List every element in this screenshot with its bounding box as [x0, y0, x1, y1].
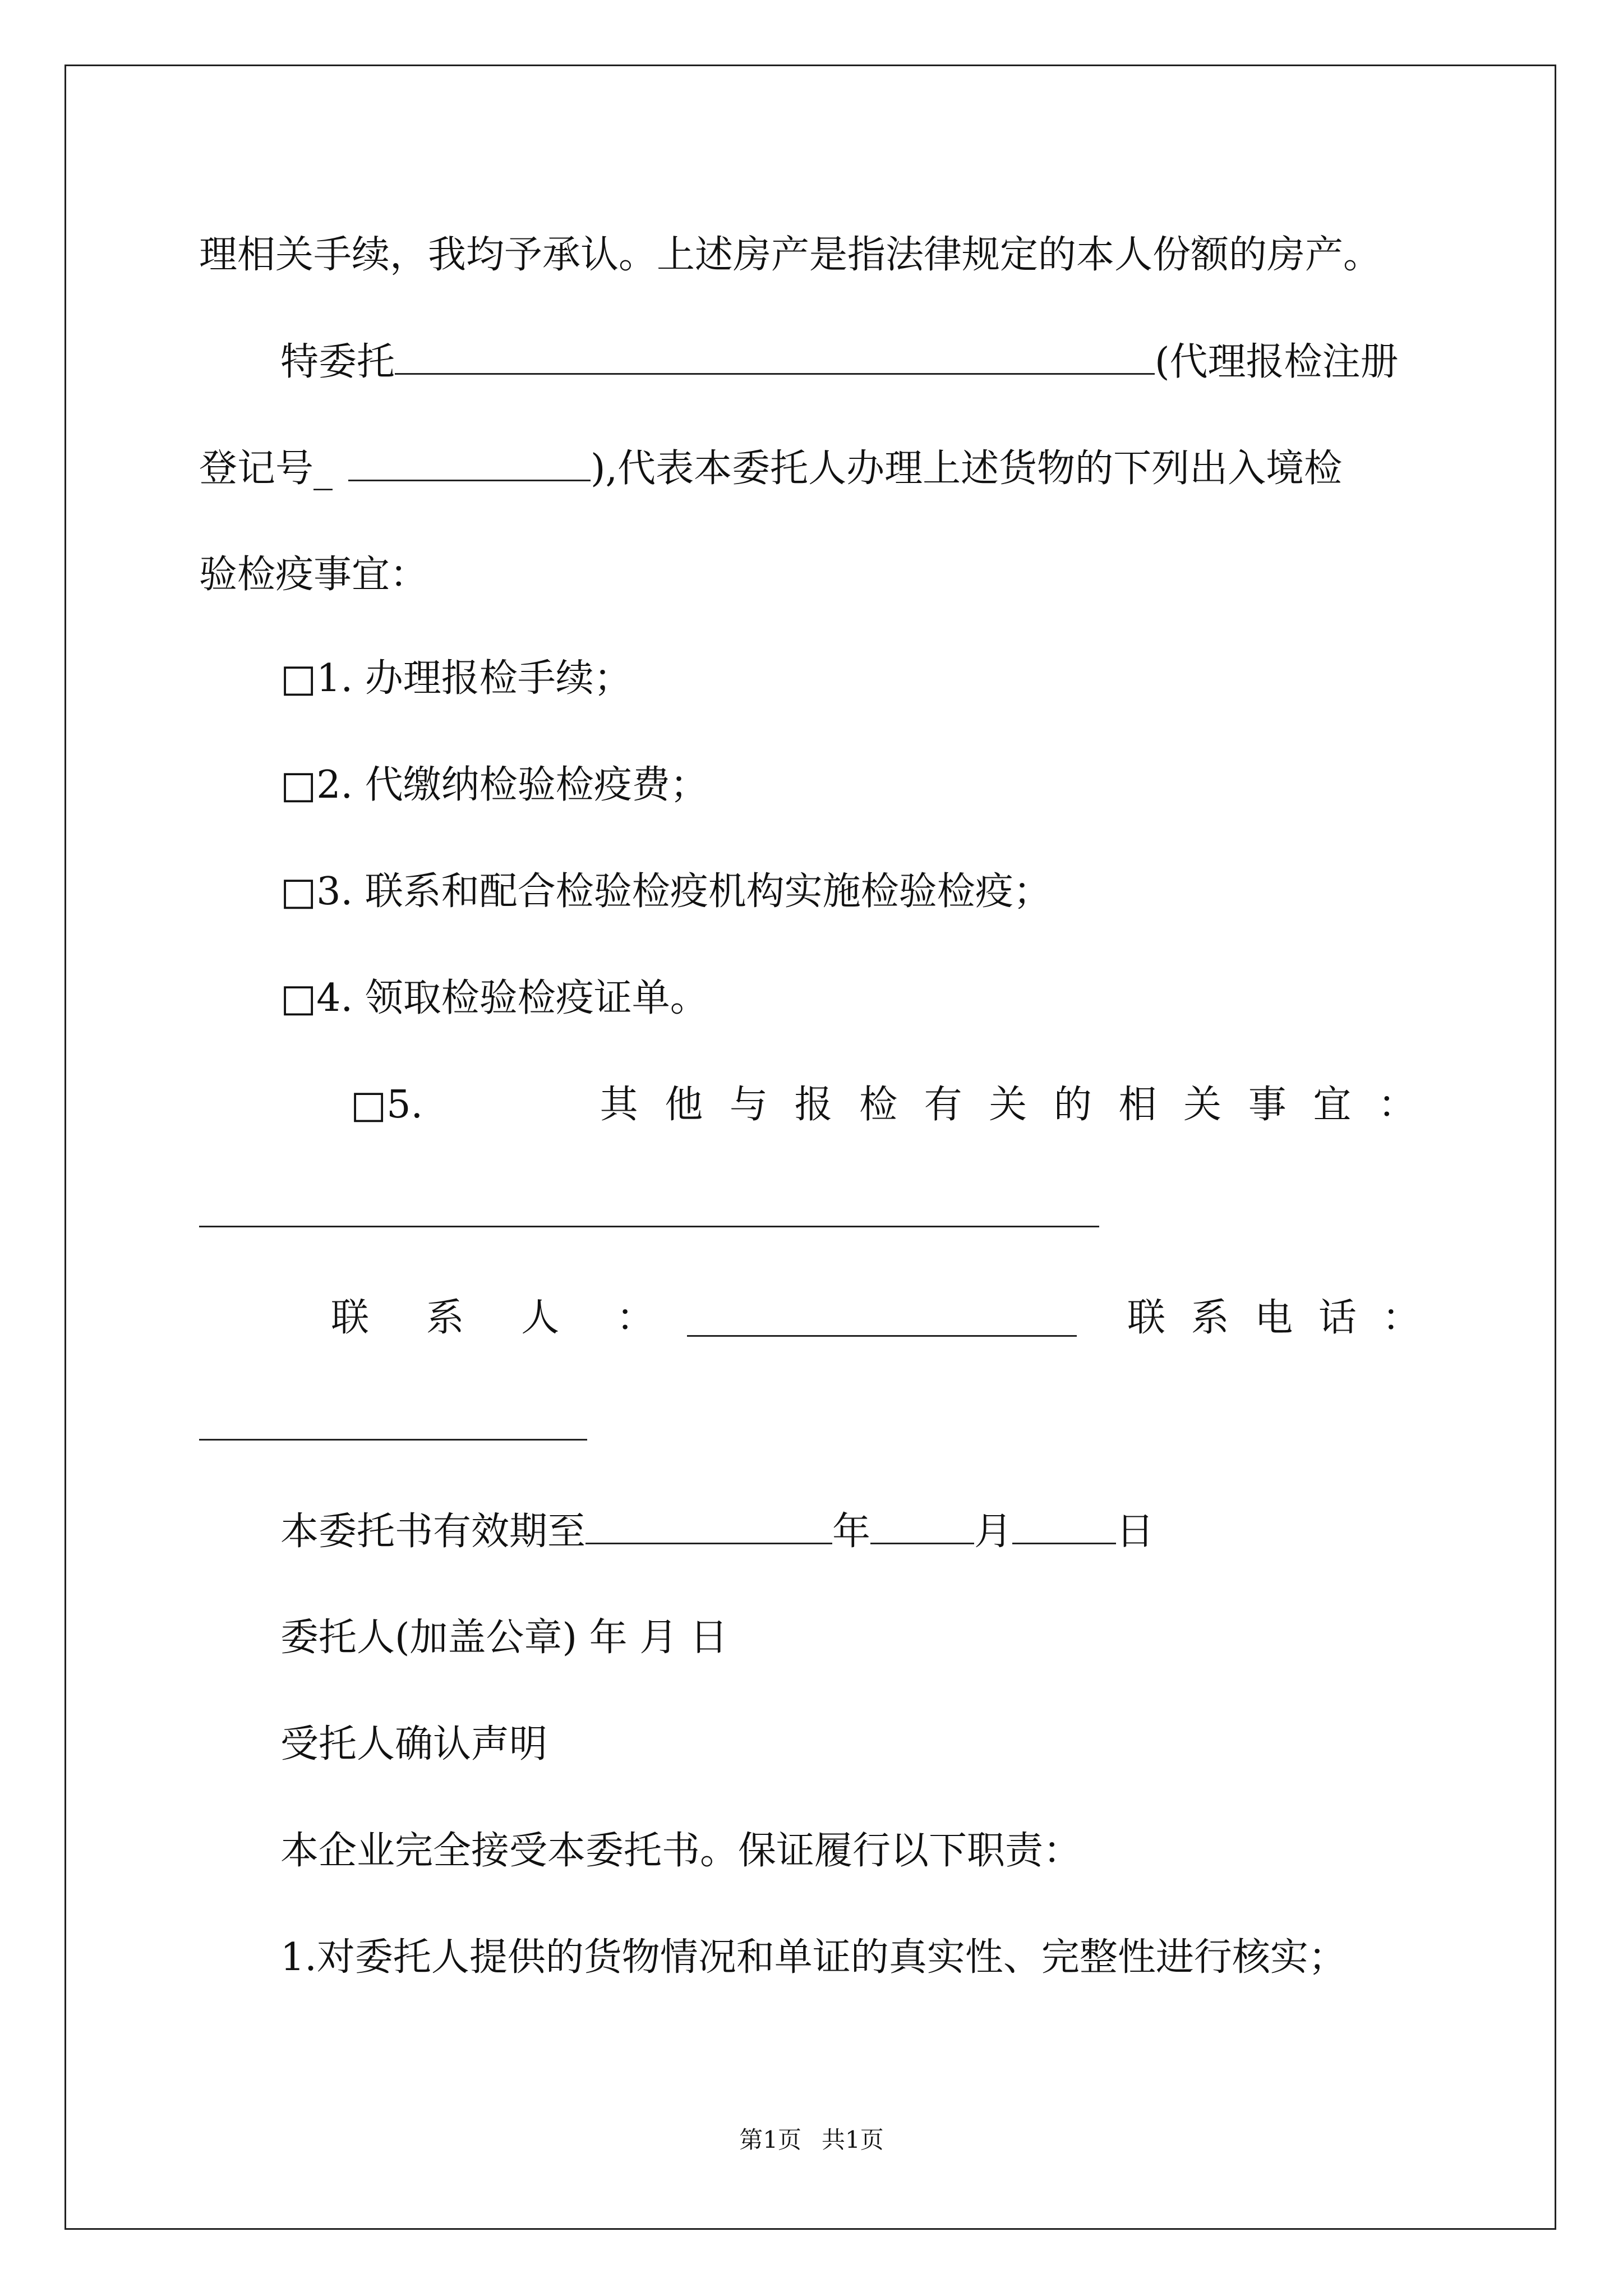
validity-line [280, 1509, 1154, 1554]
text-line-4: 验检疫事宜： [199, 553, 428, 597]
text-line-2 [280, 339, 1399, 385]
page-frame [64, 65, 1556, 2230]
text-line-1: 理相关手续，我均予承认。上述房产是指法律规定的本人份额的房产。 [199, 233, 1382, 277]
contact-person-blank[interactable] [687, 1335, 1077, 1337]
agent-acceptance-text: 本企业完全接受本委托书。保证履行以下职责： [280, 1829, 1082, 1873]
item-4: □4. 领取检验检疫证单。 [280, 976, 708, 1020]
item-1: □1. 办理报检手续； [280, 656, 632, 701]
page-number: 第1页 [739, 2126, 801, 2154]
item-5-text: 其 他 与 报 检 有 关 的 相 关 事 宜 ： [600, 1083, 1416, 1127]
agent-name-blank[interactable] [395, 339, 1155, 375]
month-label: 月 [974, 1510, 1013, 1554]
duty-item-1: 1.对委托人提供的货物情况和单证的真实性、完整性进行核实； [280, 1935, 1347, 1980]
page-footer [0, 2126, 1623, 2154]
contact-phone-label: 联 系 电 话 ： [1127, 1296, 1421, 1340]
validity-label: 本委托书有效期至 [280, 1510, 586, 1554]
item-3: □3. 联系和配合检验检疫机构实施检验检疫； [280, 869, 1052, 914]
contact-phone-blank[interactable] [199, 1439, 587, 1441]
page-total: 共1页 [822, 2126, 884, 2154]
other-matters-blank[interactable] [199, 1226, 1099, 1227]
registration-number-blank[interactable] [348, 446, 591, 481]
item-2: □2. 代缴纳检验检疫费； [280, 763, 708, 807]
entrust-scope-text: ),代表本委托人办理上述货物的下列出入境检 [591, 447, 1343, 491]
entrust-label: 特委托 [280, 340, 395, 384]
principal-seal-line: 委托人(加盖公章) 年 月 日 [280, 1616, 728, 1660]
contact-person-label: 联 系 人 ： [331, 1296, 654, 1340]
registration-label: (代理报检注册 [1155, 340, 1399, 384]
text-line-3 [199, 446, 1342, 491]
item-5 [351, 1083, 1416, 1128]
registration-number-label: 登记号_ [199, 447, 333, 491]
validity-year-blank[interactable] [585, 1509, 832, 1544]
validity-day-blank[interactable] [1012, 1509, 1116, 1544]
year-label: 年 [832, 1510, 871, 1554]
validity-month-blank[interactable] [870, 1509, 974, 1544]
day-label: 日 [1116, 1510, 1155, 1554]
agent-confirmation-heading: 受托人确认声明 [280, 1722, 548, 1766]
item-5-marker: □5. [351, 1083, 423, 1127]
